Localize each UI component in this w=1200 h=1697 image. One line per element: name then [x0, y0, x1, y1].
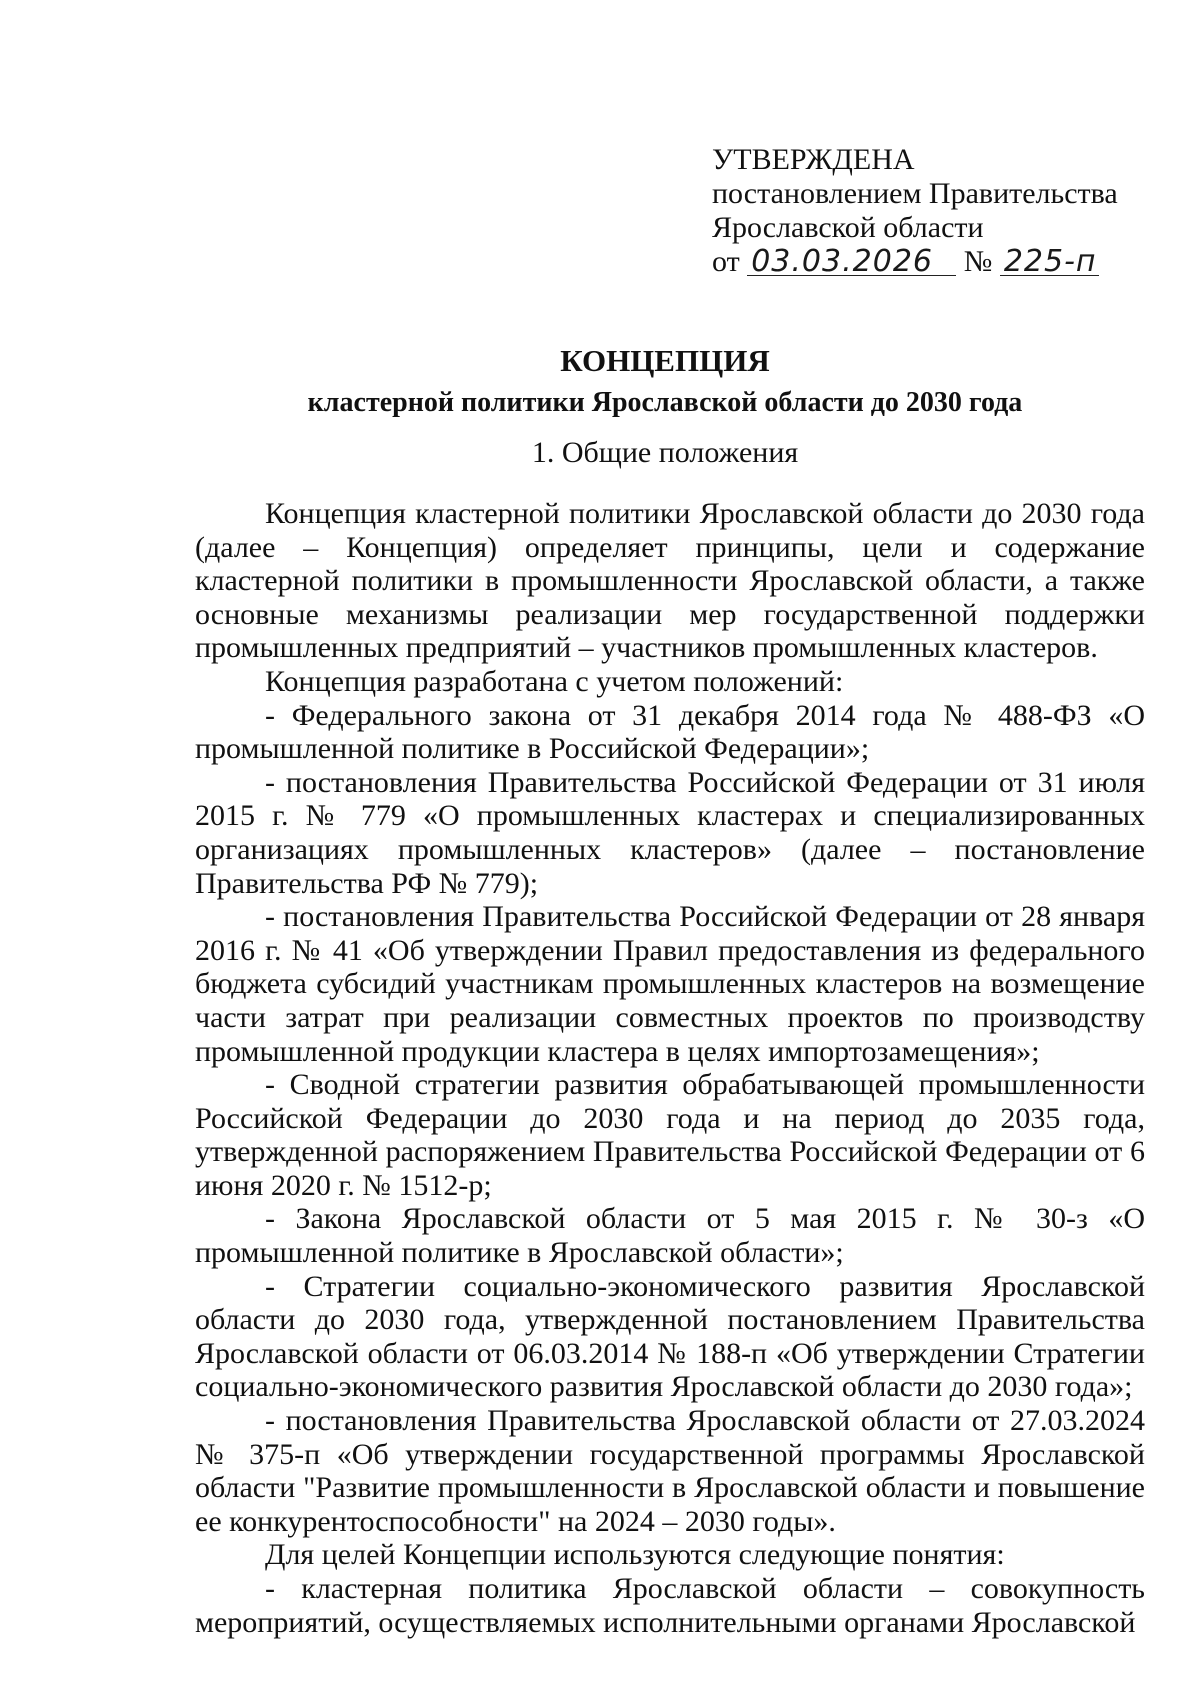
paragraph: Для целей Концепции используются следующие понятия: — [265, 1538, 1005, 1572]
approval-heading: УТВЕРЖДЕНА — [712, 143, 915, 176]
paragraph: Концепция разработана с учетом положений: — [265, 664, 844, 698]
list-item: - Стратегии социально-экономического развития Ярославской области до 2030 года, утвержденной постановлением Правительства Ярославской области от 06.03.2014 № 188-п «Об утверждении Стратегии социально-экономического развития Ярославской области до 2030 года»; — [195, 1269, 1145, 1404]
title-subtitle: кластерной политики Ярославской области до 2030 года — [307, 387, 1023, 418]
list-item: - постановления Правительства Ярославской области от 27.03.2024 № 375-п «Об утверждении государственной программы Ярославской области "Развитие промышленности в Ярославской области и повышение ее конкурентоспособности" на 2024 – 2030 годы». — [195, 1404, 1145, 1538]
list-item: - постановления Правительства Российской Федерации от 28 января 2016 г. № 41 «Об утверждении Правил предоставления из федерального бюджета субсидий участникам промышленных кластеров на возмещение части затрат при реализации совместных проектов по производству промышленной продукции кластера в целях импортозамещения»; — [195, 900, 1145, 1068]
list-item: - Федерального закона от 31 декабря 2014 года № 488-ФЗ «О промышленной политике в Российской Федерации»; — [195, 698, 1145, 766]
approval-stamp — [712, 143, 1118, 279]
list-item: - постановления Правительства Российской Федерации от 31 июля 2015 г. № 779 «О промышленных кластерах и специализированных организациях промышленных кластеров» (далее – постановление Правительства РФ № 779); — [195, 765, 1145, 900]
paragraph: Концепция кластерной политики Ярославской области до 2030 года (далее – Концепция) определяет принципы, цели и содержание кластерной политики в промышленности Ярославской области, а также основные механизмы реализации мер государственной поддержки промышленных предприятий – участников промышленных кластеров. — [195, 497, 1145, 665]
approval-line-1: постановлением Правительства — [712, 177, 1118, 210]
number-prefix: № — [963, 245, 993, 278]
list-item: - Закона Ярославской области от 5 мая 2015 г. № 30-з «О промышленной политике в Ярославской области»; — [195, 1202, 1145, 1270]
handwritten-date: 03.03.2026 — [747, 245, 956, 279]
approval-date-line — [712, 245, 1118, 279]
approval-line-2: Ярославской области — [712, 211, 984, 244]
handwritten-number: 225-п — [1000, 245, 1099, 279]
list-item: - Сводной стратегии развития обрабатывающей промышленности Российской Федерации до 2030 года и на период до 2035 года, утвержденной распоряжением Правительства Российской Федерации от 6 июня 2020 г. № 1512-р; — [195, 1068, 1145, 1202]
document-body — [195, 497, 1145, 1639]
date-prefix: от — [712, 245, 740, 278]
title-main: КОНЦЕПЦИЯ — [560, 343, 770, 378]
document-title — [0, 340, 1200, 424]
section-heading: 1. Общие положения — [531, 436, 799, 469]
list-item: - кластерная политика Ярославской области – совокупность мероприятий, осуществляемых исполнительными органами Ярославской — [195, 1572, 1145, 1639]
